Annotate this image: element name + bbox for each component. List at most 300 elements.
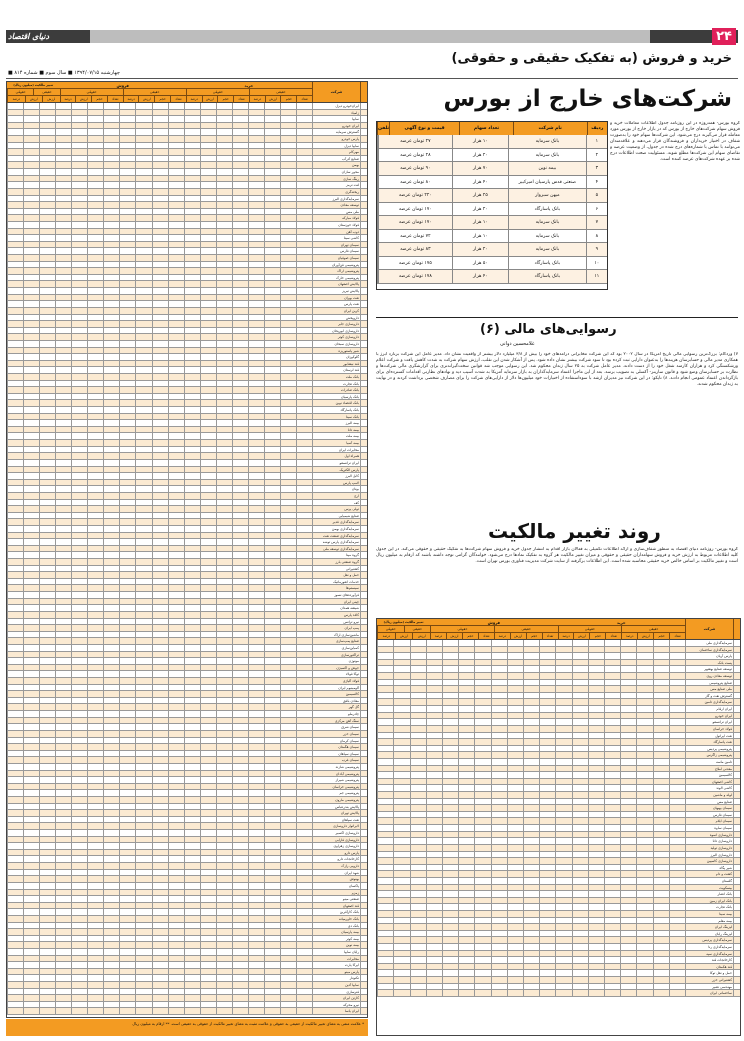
value-cell <box>103 777 119 783</box>
value-cell <box>280 771 296 777</box>
value-cell <box>669 746 685 752</box>
value-cell <box>39 837 55 843</box>
value-cell <box>168 896 184 902</box>
company-name-cell: بانک دی <box>312 923 360 929</box>
row-number-cell <box>360 638 367 644</box>
row-number-cell <box>360 559 367 565</box>
value-cell <box>232 394 248 400</box>
value-cell <box>248 136 264 142</box>
value-cell <box>264 638 280 644</box>
value-cell <box>604 918 620 924</box>
value-cell <box>377 746 393 752</box>
value-cell <box>264 321 280 327</box>
row-number-cell <box>360 942 367 948</box>
company-cell: ۸ <box>586 230 607 243</box>
sell-group-header: فروش حقیقی حقوقی تعداد حجم ارزش درصد تعداد حجم ارزش درصد <box>60 82 186 102</box>
value-cell <box>264 863 280 869</box>
value-cell <box>152 407 168 413</box>
value-cell <box>7 367 23 373</box>
table-row <box>7 321 367 328</box>
value-cell <box>248 665 264 671</box>
value-cell <box>491 653 507 659</box>
value-cell <box>458 931 474 937</box>
value-cell <box>39 1002 55 1008</box>
value-cell <box>39 916 55 922</box>
value-cell <box>507 805 523 811</box>
value-cell <box>377 911 393 917</box>
value-cell <box>7 500 23 506</box>
value-cell <box>71 579 87 585</box>
value-cell <box>377 845 393 851</box>
value-cell <box>572 699 588 705</box>
value-cell <box>103 566 119 572</box>
value-cell <box>588 653 604 659</box>
value-cell <box>620 904 636 910</box>
value-cell <box>523 660 539 666</box>
value-cell <box>216 473 232 479</box>
value-cell <box>71 427 87 433</box>
value-cell <box>523 759 539 765</box>
value-cell <box>555 838 571 844</box>
value-cell <box>119 301 135 307</box>
value-cell <box>103 830 119 836</box>
value-cell <box>200 222 216 228</box>
value-cell <box>184 123 200 129</box>
value-cell <box>216 420 232 426</box>
value-cell <box>216 546 232 552</box>
value-cell <box>71 909 87 915</box>
value-cell <box>103 678 119 684</box>
value-cell <box>152 949 168 955</box>
company-name-cell: پاکسان <box>312 883 360 889</box>
value-cell <box>119 975 135 981</box>
value-cell <box>426 805 442 811</box>
value-cell <box>7 506 23 512</box>
value-cell <box>152 374 168 380</box>
value-cell <box>620 706 636 712</box>
value-cell <box>280 513 296 519</box>
row-number-cell <box>360 407 367 413</box>
value-cell <box>458 937 474 943</box>
value-cell <box>669 944 685 950</box>
value-cell <box>636 865 652 871</box>
value-cell <box>23 698 39 704</box>
value-cell <box>248 176 264 182</box>
company-name-cell: بیمه نوین <box>312 942 360 948</box>
value-cell <box>168 301 184 307</box>
row-number-cell <box>733 746 740 752</box>
value-cell <box>669 766 685 772</box>
value-cell <box>216 1002 232 1008</box>
value-cell <box>135 486 151 492</box>
value-cell <box>184 757 200 763</box>
value-cell <box>653 937 669 943</box>
row-number-cell <box>733 792 740 798</box>
value-cell <box>264 962 280 968</box>
row-number-cell <box>360 275 367 281</box>
value-cell <box>296 797 312 803</box>
value-cell <box>119 288 135 294</box>
value-cell <box>636 937 652 943</box>
value-cell <box>555 713 571 719</box>
value-cell <box>572 660 588 666</box>
value-cell <box>184 949 200 955</box>
company-cell <box>377 135 378 148</box>
value-cell <box>7 552 23 558</box>
value-cell <box>555 733 571 739</box>
value-cell <box>264 136 280 142</box>
company-cell: ۲۵ هزار <box>452 189 508 202</box>
value-cell <box>152 493 168 499</box>
value-cell <box>39 1008 55 1014</box>
value-cell <box>491 759 507 765</box>
row-number-cell <box>360 685 367 691</box>
value-cell <box>200 718 216 724</box>
value-cell <box>280 222 296 228</box>
table-row <box>377 977 740 984</box>
row-number-cell <box>733 865 740 871</box>
value-cell <box>168 189 184 195</box>
value-cell <box>442 666 458 672</box>
value-cell <box>152 711 168 717</box>
value-cell <box>442 640 458 646</box>
value-cell <box>152 790 168 796</box>
company-name-cell: ایران‌خودرو دیزل <box>312 103 360 109</box>
value-cell <box>168 328 184 334</box>
value-cell <box>135 619 151 625</box>
row-number-cell <box>360 229 367 235</box>
value-cell <box>119 711 135 717</box>
value-cell <box>620 792 636 798</box>
value-cell <box>507 818 523 824</box>
value-cell <box>119 1008 135 1014</box>
value-cell <box>280 394 296 400</box>
value-cell <box>87 916 103 922</box>
value-cell <box>55 804 71 810</box>
company-cell <box>377 216 378 229</box>
value-cell <box>119 823 135 829</box>
value-cell <box>507 871 523 877</box>
value-cell <box>232 982 248 988</box>
value-cell <box>39 103 55 109</box>
value-cell <box>491 719 507 725</box>
value-cell <box>71 724 87 730</box>
row-number-cell <box>360 552 367 558</box>
value-cell <box>280 685 296 691</box>
value-cell <box>135 850 151 856</box>
value-cell <box>184 691 200 697</box>
value-cell <box>572 686 588 692</box>
value-cell <box>232 619 248 625</box>
value-cell <box>200 400 216 406</box>
value-cell <box>216 625 232 631</box>
value-cell <box>55 493 71 499</box>
value-cell <box>442 937 458 943</box>
value-cell <box>71 248 87 254</box>
value-cell <box>248 400 264 406</box>
row-number-cell <box>733 964 740 970</box>
value-cell <box>669 733 685 739</box>
value-cell <box>280 652 296 658</box>
row-number-cell <box>733 693 740 699</box>
value-cell <box>507 937 523 943</box>
value-cell <box>71 923 87 929</box>
table-row <box>377 779 740 786</box>
value-cell <box>119 467 135 473</box>
value-cell <box>507 911 523 917</box>
value-cell <box>572 693 588 699</box>
value-cell <box>39 989 55 995</box>
value-cell <box>410 640 426 646</box>
value-cell <box>264 949 280 955</box>
value-cell <box>168 467 184 473</box>
value-cell <box>636 759 652 765</box>
value-cell <box>135 162 151 168</box>
value-cell <box>588 785 604 791</box>
company-name-cell: سرمایه‌گذاری پردیس <box>685 937 733 943</box>
company-name-cell: ایران خودرو <box>312 123 360 129</box>
value-cell <box>184 182 200 188</box>
value-cell <box>184 982 200 988</box>
value-cell <box>135 896 151 902</box>
value-cell <box>216 414 232 420</box>
value-cell <box>296 552 312 558</box>
value-cell <box>184 315 200 321</box>
value-cell <box>103 579 119 585</box>
value-cell <box>572 785 588 791</box>
row-number-cell <box>360 374 367 380</box>
value-cell <box>184 942 200 948</box>
company-name-cell: دارویی رازک <box>312 863 360 869</box>
value-cell <box>604 937 620 943</box>
value-cell <box>232 771 248 777</box>
value-cell <box>87 268 103 274</box>
value-cell <box>168 592 184 598</box>
value-cell <box>264 295 280 301</box>
value-cell <box>653 970 669 976</box>
value-cell <box>426 825 442 831</box>
value-cell <box>71 711 87 717</box>
value-cell <box>71 837 87 843</box>
value-cell <box>507 970 523 976</box>
value-cell <box>474 944 490 950</box>
value-cell <box>636 885 652 891</box>
value-cell <box>280 632 296 638</box>
value-cell <box>393 865 409 871</box>
value-cell <box>55 281 71 287</box>
value-cell <box>87 658 103 664</box>
row-number-cell <box>733 944 740 950</box>
table-row <box>7 281 367 288</box>
value-cell <box>458 885 474 891</box>
value-cell <box>23 242 39 248</box>
value-cell <box>7 467 23 473</box>
value-cell <box>103 817 119 823</box>
value-cell <box>152 962 168 968</box>
value-cell <box>184 704 200 710</box>
value-cell <box>119 850 135 856</box>
table-row <box>7 242 367 249</box>
value-cell <box>71 956 87 962</box>
value-cell <box>23 936 39 942</box>
value-cell <box>103 374 119 380</box>
value-cell <box>39 268 55 274</box>
value-cell <box>296 473 312 479</box>
value-cell <box>264 242 280 248</box>
value-cell <box>135 361 151 367</box>
value-cell <box>23 361 39 367</box>
value-cell <box>7 823 23 829</box>
value-cell <box>71 308 87 314</box>
value-cell <box>87 334 103 340</box>
value-cell <box>604 838 620 844</box>
row-number-cell <box>360 400 367 406</box>
value-cell <box>168 698 184 704</box>
value-cell <box>184 500 200 506</box>
value-cell <box>152 123 168 129</box>
value-cell <box>248 632 264 638</box>
value-cell <box>55 704 71 710</box>
value-cell <box>23 467 39 473</box>
value-cell <box>264 890 280 896</box>
value-cell <box>71 817 87 823</box>
value-cell <box>152 923 168 929</box>
value-cell <box>152 738 168 744</box>
value-cell <box>23 486 39 492</box>
value-cell <box>232 400 248 406</box>
value-cell <box>620 779 636 785</box>
value-cell <box>426 865 442 871</box>
company-cell <box>377 176 378 189</box>
value-cell <box>39 308 55 314</box>
table-row <box>377 673 740 680</box>
value-cell <box>474 878 490 884</box>
value-cell <box>377 832 393 838</box>
value-cell <box>71 367 87 373</box>
value-cell <box>264 936 280 942</box>
value-cell <box>264 790 280 796</box>
value-cell <box>474 666 490 672</box>
value-cell <box>264 843 280 849</box>
value-cell <box>23 1008 39 1014</box>
value-cell <box>168 738 184 744</box>
value-cell <box>604 779 620 785</box>
value-cell <box>264 123 280 129</box>
row-number-cell <box>360 724 367 730</box>
value-cell <box>280 691 296 697</box>
value-cell <box>23 658 39 664</box>
value-cell <box>168 473 184 479</box>
value-cell <box>393 858 409 864</box>
company-name-cell: فولاد خراسان <box>685 726 733 732</box>
value-cell <box>296 870 312 876</box>
value-cell <box>184 229 200 235</box>
value-cell <box>280 969 296 975</box>
value-cell <box>280 579 296 585</box>
company-cell: بانک پاسارگاد <box>508 257 586 270</box>
row-number-cell <box>360 480 367 486</box>
value-cell <box>23 162 39 168</box>
value-cell <box>119 890 135 896</box>
value-cell <box>264 182 280 188</box>
value-cell <box>71 156 87 162</box>
table-row <box>7 823 367 830</box>
value-cell <box>653 931 669 937</box>
value-cell <box>103 751 119 757</box>
value-cell <box>71 354 87 360</box>
value-cell <box>539 746 555 752</box>
value-cell <box>200 288 216 294</box>
value-cell <box>280 678 296 684</box>
value-cell <box>442 818 458 824</box>
value-cell <box>200 519 216 525</box>
value-cell <box>168 876 184 882</box>
value-cell <box>426 964 442 970</box>
value-cell <box>377 759 393 765</box>
value-cell <box>280 176 296 182</box>
value-cell <box>377 878 393 884</box>
value-cell <box>103 460 119 466</box>
value-cell <box>87 711 103 717</box>
row-number-cell <box>360 156 367 162</box>
value-cell <box>216 321 232 327</box>
row-number-cell <box>360 856 367 862</box>
value-cell <box>152 440 168 446</box>
value-cell <box>135 235 151 241</box>
value-cell <box>71 771 87 777</box>
value-cell <box>87 566 103 572</box>
value-cell <box>119 500 135 506</box>
value-cell <box>248 605 264 611</box>
value-cell <box>119 348 135 354</box>
value-cell <box>458 785 474 791</box>
value-cell <box>39 407 55 413</box>
value-cell <box>572 838 588 844</box>
table-row <box>7 433 367 440</box>
value-cell <box>653 891 669 897</box>
value-cell <box>87 559 103 565</box>
value-cell <box>103 189 119 195</box>
value-cell <box>39 149 55 155</box>
value-cell <box>280 123 296 129</box>
value-cell <box>103 784 119 790</box>
value-cell <box>200 229 216 235</box>
value-cell <box>393 640 409 646</box>
value-cell <box>507 825 523 831</box>
value-cell <box>491 752 507 758</box>
value-cell <box>152 519 168 525</box>
value-cell <box>119 189 135 195</box>
table-row <box>7 295 367 302</box>
value-cell <box>168 625 184 631</box>
value-cell <box>636 772 652 778</box>
value-cell <box>248 704 264 710</box>
value-cell <box>184 295 200 301</box>
value-cell <box>39 275 55 281</box>
row-number-cell <box>733 779 740 785</box>
value-cell <box>280 129 296 135</box>
value-cell <box>168 797 184 803</box>
value-cell <box>7 731 23 737</box>
value-cell <box>87 394 103 400</box>
value-cell <box>410 779 426 785</box>
value-cell <box>71 129 87 135</box>
value-cell <box>55 790 71 796</box>
table-row <box>7 196 367 203</box>
value-cell <box>280 698 296 704</box>
value-cell <box>135 757 151 763</box>
value-cell <box>491 970 507 976</box>
